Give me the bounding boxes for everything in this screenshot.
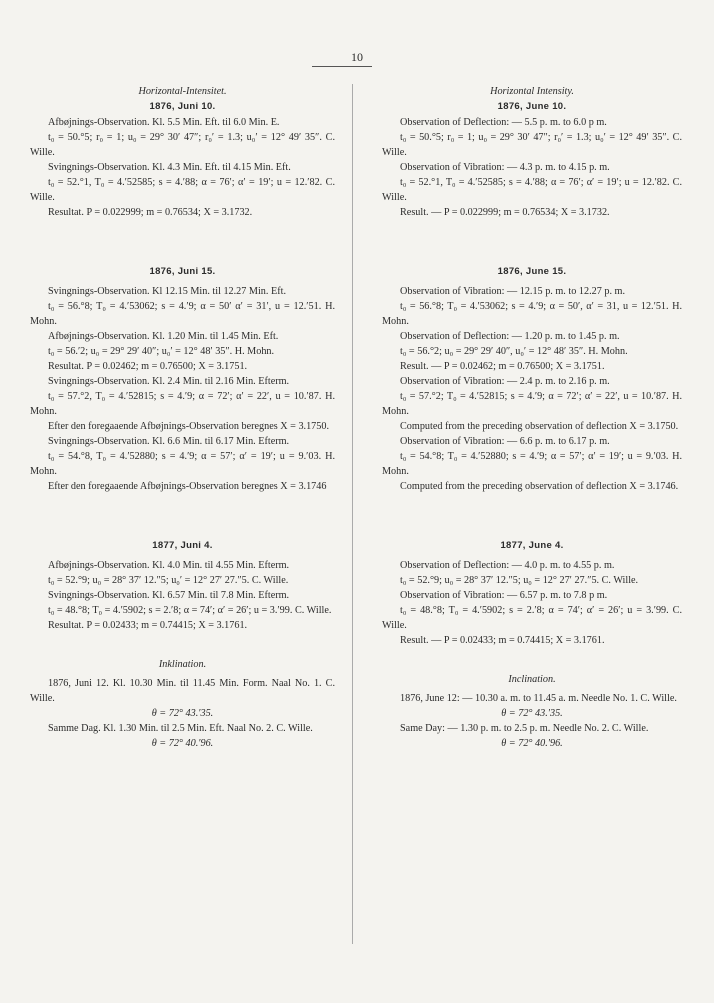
- paragraph: t₀ = 52.°9; u₀ = 28° 37′ 12.″5; u₀′ = 12° 27′ 27.″5. C. Wille.: [48, 575, 289, 586]
- paragraph: t₀ = 48.°8; T₀ = 4.′5902; s = 2.′8; α = 74′; α′ = 26′; u = 3.′99. C. Wille.: [48, 605, 332, 616]
- paragraph: t₀ = 56.°8; T₀ = 4.′53062; s = 4.′9; α = 50′, α′ = 31, u = 12.′51. H. Mohn.: [382, 301, 682, 327]
- left-section-inklination: [30, 657, 335, 751]
- paragraph: t₀ = 56.′2; u₀ = 29° 29′ 40″; u₀′ = 12° 48′ 35″. H. Mohn.: [48, 346, 275, 357]
- result-paragraph: Result. — P = 0.022999; m = 0.76534; X = 3.1732.: [400, 207, 610, 218]
- paragraph: Efter den foregaaende Afbøjnings-Observation beregnes X = 3.1750.: [48, 421, 330, 432]
- result-paragraph: Result. — P = 0.02462; m = 0.76500; X = 3.1751.: [400, 361, 605, 372]
- paragraph: Observation of Deflection: — 4.0 p. m. to 4.55 p. m.: [400, 560, 615, 571]
- section-heading: Horizontal-Intensitet.: [138, 86, 227, 97]
- result-paragraph: Resultat. P = 0.022999; m = 0.76534; X = 3.1732.: [48, 207, 253, 218]
- date-heading: 1876, Juni 15.: [149, 266, 216, 277]
- paragraph: Computed from the preceding observation of deflection X = 3.1750.: [400, 421, 679, 432]
- right-section-1876-june-10: [382, 84, 682, 220]
- formula: θ = 72° 40.′96.: [151, 738, 214, 749]
- paragraph: Observation of Vibration: — 12.15 p. m. to 12.27 p. m.: [400, 286, 626, 297]
- date-heading: 1876, June 15.: [497, 266, 567, 277]
- paragraph: t₀ = 56.°2; u₀ = 29° 29′ 40″, u₀′ = 12° 48′ 35″. H. Mohn.: [400, 346, 628, 357]
- paragraph: t₀ = 56.°8; T₀ = 4.′53062; s = 4.′9; α = 50′ α′ = 31′, u = 12.′51. H. Mohn.: [30, 301, 335, 327]
- date-heading: 1877, Juni 4.: [152, 540, 213, 551]
- column-divider: [352, 84, 353, 944]
- header-rule: [312, 66, 372, 67]
- paragraph: Observation of Vibration: — 6.6 p. m. to 6.17 p. m.: [400, 436, 610, 447]
- left-section-1876-juni-15: [30, 264, 335, 494]
- paragraph: Efter den foregaaende Afbøjnings-Observation beregnes X = 3.1746: [48, 481, 327, 492]
- left-section-1877-juni-4: [30, 538, 335, 633]
- paragraph: Afbøjnings-Observation. Kl. 4.0 Min. til 4.55 Min. Efterm.: [48, 560, 290, 571]
- left-column: [30, 84, 335, 751]
- page-number: 10: [351, 50, 363, 64]
- right-column: [382, 84, 682, 751]
- paragraph: t₀ = 54.°8, T₀ = 4.′52880; s = 4.′9; α = 57′; α′ = 19′; u = 9.′03. H. Mohn.: [30, 451, 335, 477]
- result-paragraph: Resultat. P = 0.02433; m = 0.74415; X = 3.1761.: [48, 620, 248, 631]
- date-heading: 1877, June 4.: [500, 540, 564, 551]
- paragraph: t₀ = 54.°8; T₀ = 4.′52880; s = 4.′9; α = 57′; α′ = 19′; u = 9.′03. H. Mohn.: [382, 451, 682, 477]
- result-paragraph: Resultat. P = 0.02462; m = 0.76500; X = 3.1751.: [48, 361, 248, 372]
- formula: θ = 72° 40.′96.: [501, 738, 563, 749]
- paragraph: Observation of Vibration: — 6.57 p. m. to 7.8 p m.: [400, 590, 608, 601]
- paragraph: Svingnings-Observation. Kl. 4.3 Min. Eft. til 4.15 Min. Eft.: [48, 162, 291, 173]
- paragraph: Svingnings-Observation. Kl. 6.57 Min. til 7.8 Min. Efterm.: [48, 590, 290, 601]
- paragraph: t₀ = 52.°1, T₀ = 4.′52585; s = 4.′88; α = 76′; α′ = 19′; u = 12.′82. C. Wille.: [30, 177, 335, 203]
- paragraph: t₀ = 57.°2, T₀ = 4.′52815; s = 4.′9; α = 72′; α′ = 22′, u = 10.′87. H. Mohn.: [30, 391, 335, 417]
- section-heading: Inklination.: [158, 659, 207, 670]
- paragraph: Observation of Deflection: — 1.20 p. m. to 1.45 p. m.: [400, 331, 620, 342]
- section-heading: Horizontal Intensity.: [490, 86, 574, 97]
- paragraph: Svingnings-Observation. Kl. 6.6 Min. til 6.17 Min. Efterm.: [48, 436, 290, 447]
- paragraph: Same Day: — 1.30 p. m. to 2.5 p. m. Needle No. 2. C. Wille.: [400, 723, 649, 734]
- right-section-inclination: [382, 672, 682, 751]
- paragraph: t₀ = 52.°9; u₀ = 28° 37′ 12.″5; u₀ = 12° 27′ 27.″5. C. Wille.: [400, 575, 639, 586]
- paragraph: 1876, June 12: — 10.30 a. m. to 11.45 a. m. Needle No. 1. C. Wille.: [400, 693, 677, 704]
- section-heading: Inclination.: [508, 674, 556, 685]
- paragraph: Afbøjnings-Observation. Kl. 1.20 Min. til 1.45 Min. Eft.: [48, 331, 279, 342]
- formula: θ = 72° 43.′35.: [151, 708, 214, 719]
- left-section-1876-juni-10: [30, 84, 335, 220]
- paragraph: t₀ = 57.°2; T₀ = 4.′52815; s = 4.′9; α = 72′; α′ = 22′, u = 10.′87. H. Mohn.: [382, 391, 682, 417]
- right-section-1877-june-4: [382, 538, 682, 648]
- right-section-1876-june-15: [382, 264, 682, 494]
- paragraph: Observation of Vibration: — 4.3 p. m. to 4.15 p. m.: [400, 162, 610, 173]
- paragraph: Svingnings-Observation. Kl 12.15 Min. til 12.27 Min. Eft.: [48, 286, 286, 297]
- paragraph: Computed from the preceding observation of deflection X = 3.1746.: [400, 481, 679, 492]
- paragraph: 1876, Juni 12. Kl. 10.30 Min. til 11.45 Min. Form. Naal No. 1. C. Wille.: [30, 678, 335, 704]
- result-paragraph: Result. — P = 0.02433; m = 0.74415; X = 3.1761.: [400, 635, 605, 646]
- date-heading: 1876, June 10.: [497, 101, 567, 112]
- paragraph: t₀ = 50.°5; r₀ = 1; u₀ = 29° 30′ 47″; r₀′ = 1.3; u₀′ = 12° 49′ 35″. C. Wille.: [30, 132, 335, 158]
- paragraph: t₀ = 52.°1, T₀ = 4.′52585; s = 4.′88; α = 76′; α′ = 19′; u = 12.′82. C. Wille.: [382, 177, 682, 203]
- paragraph: t₀ = 50.°5; r₀ = 1; u₀ = 29° 30′ 47″; r₀′ = 1.3; u₀′ = 12° 49′ 35″. C. Wille.: [382, 132, 682, 158]
- paragraph: t₀ = 48.°8; T₀ = 4.′5902; s = 2.′8; α = 74′; α′ = 26′; u = 3.′99. C. Wille.: [382, 605, 682, 631]
- paragraph: Observation of Vibration: — 2.4 p. m. to 2.16 p. m.: [400, 376, 610, 387]
- paragraph: Afbøjnings-Observation. Kl. 5.5 Min. Eft. til 6.0 Min. E.: [48, 117, 280, 128]
- paragraph: Svingnings-Observation. Kl. 2.4 Min. til 2.16 Min. Efterm.: [48, 376, 290, 387]
- date-heading: 1876, Juni 10.: [149, 101, 216, 112]
- paragraph: Samme Dag. Kl. 1.30 Min. til 2.5 Min. Eft. Naal No. 2. C. Wille.: [48, 723, 313, 734]
- formula: θ = 72° 43.′35.: [501, 708, 563, 719]
- paragraph: Observation of Deflection: — 5.5 p. m. to 6.0 p m.: [400, 117, 607, 128]
